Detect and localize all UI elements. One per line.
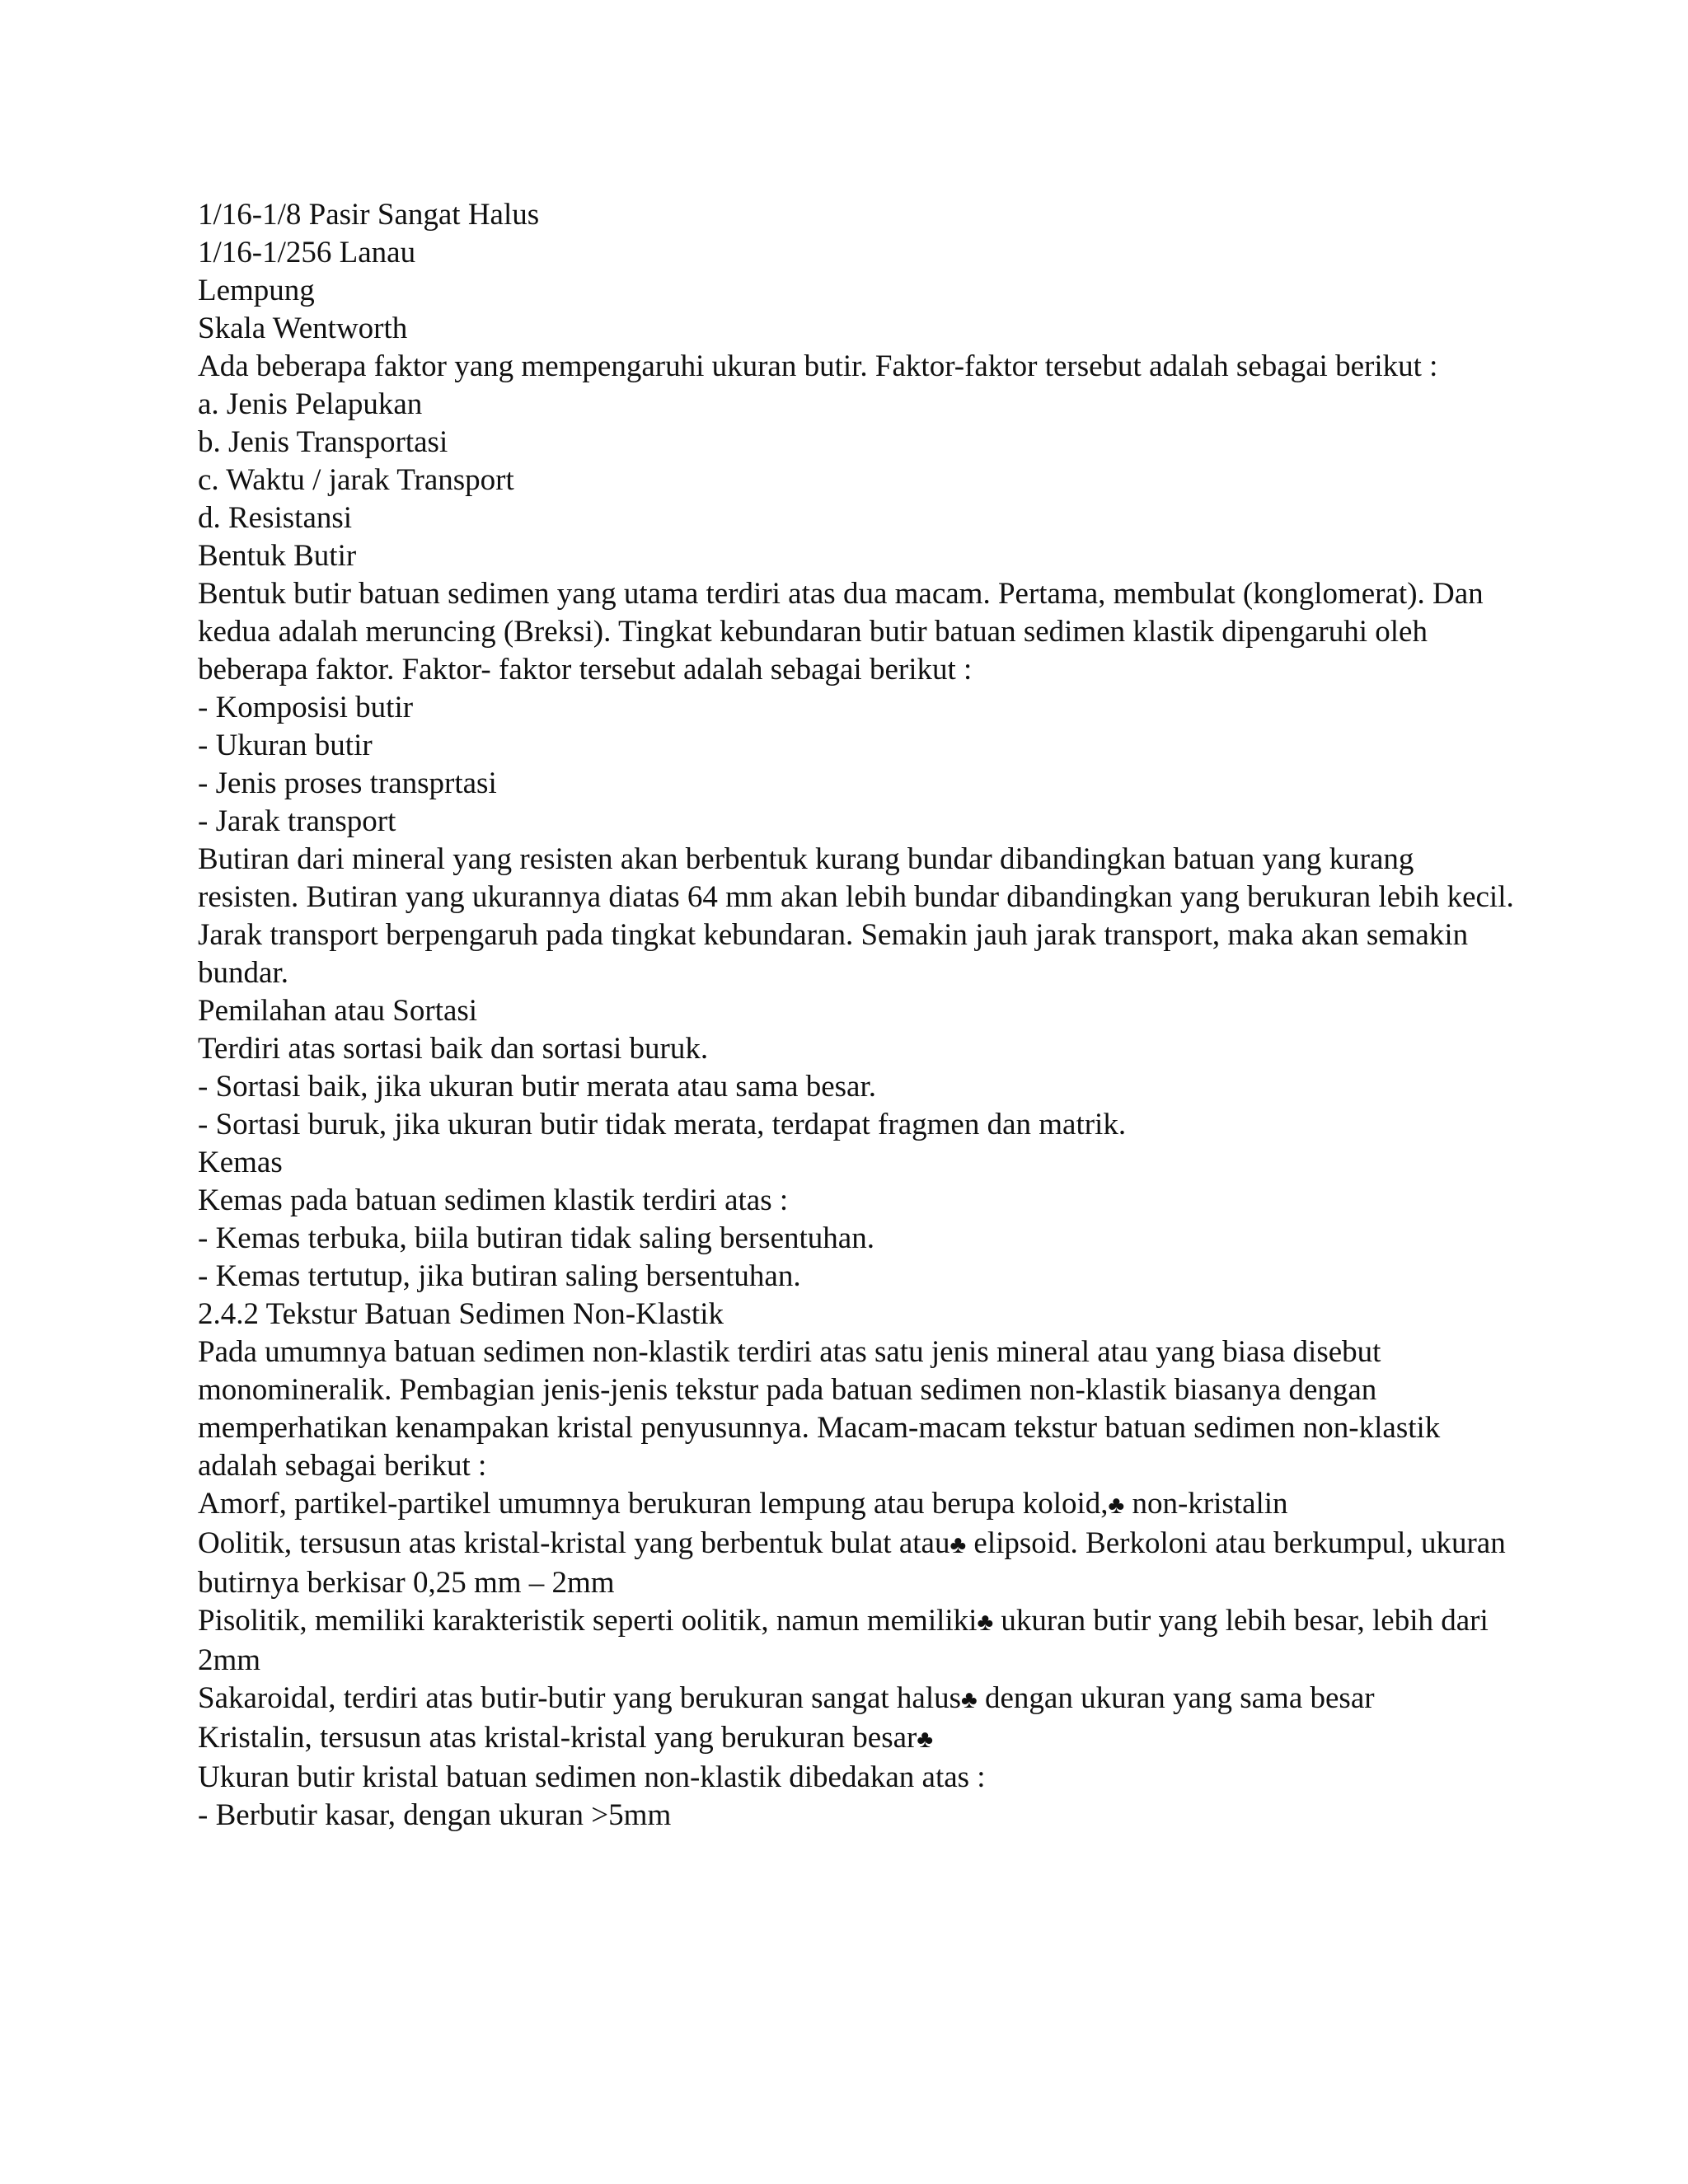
section-heading: Bentuk Butir	[198, 539, 357, 573]
list-item: - Kemas tertutup, jika butiran saling bersentuhan.	[198, 1259, 801, 1293]
list-item: - Ukuran butir	[198, 729, 373, 762]
paragraph: Pada umumnya batuan sedimen non-klastik terdiri atas satu jenis mineral atau yang biasa disebut monomineralik. Pembagian jenis-jenis tekstur pada batuan sedimen non-klastik biasanya dengan memperhatikan kenampakan kristal penyusunnya. Macam-macam tekstur batuan sedimen non-klastik adalah sebagai berikut :	[198, 1335, 1441, 1483]
texture-item: Amorf, partikel-partikel umumnya berukuran lempung atau berupa koloid,♣ non-kristalin	[198, 1487, 1288, 1521]
list-item: - Jenis proses transprtasi	[198, 766, 497, 800]
paragraph: Terdiri atas sortasi baik dan sortasi buruk.	[198, 1032, 709, 1066]
club-bullet-icon: ♣	[977, 1609, 994, 1636]
section-heading: 2.4.2 Tekstur Batuan Sedimen Non-Klastik	[198, 1297, 724, 1331]
list-item: - Berbutir kasar, dengan ukuran >5mm	[198, 1798, 672, 1832]
paragraph: Ukuran butir kristal batuan sedimen non-klastik dibedakan atas :	[198, 1760, 986, 1794]
factor-item: c. Waktu / jarak Transport	[198, 463, 514, 497]
texture-item: Kristalin, tersusun atas kristal-kristal yang berukuran besar♣	[198, 1721, 934, 1755]
factors-intro: Ada beberapa faktor yang mempengaruhi ukuran butir. Faktor-faktor tersebut adalah sebagai berikut :	[198, 349, 1438, 383]
document-page	[198, 196, 1517, 1835]
section-heading: Pemilahan atau Sortasi	[198, 994, 478, 1028]
list-item: - Komposisi butir	[198, 691, 414, 724]
list-item: - Kemas terbuka, biila butiran tidak saling bersentuhan.	[198, 1221, 874, 1255]
factor-item: d. Resistansi	[198, 501, 353, 535]
list-item: - Sortasi baik, jika ukuran butir merata atau sama besar.	[198, 1070, 876, 1104]
club-bullet-icon: ♣	[917, 1726, 934, 1753]
texture-item: Pisolitik, memiliki karakteristik seperti oolitik, namun memiliki♣ ukuran butir yang lebih besar, lebih dari 2mm	[198, 1604, 1489, 1677]
club-bullet-icon: ♣	[961, 1686, 978, 1713]
texture-item: Sakaroidal, terdiri atas butir-butir yang berukuran sangat halus♣ dengan ukuran yang sama besar	[198, 1681, 1375, 1715]
factor-item: a. Jenis Pelapukan	[198, 387, 423, 421]
club-bullet-icon: ♣	[1108, 1492, 1125, 1519]
scale-caption: Skala Wentworth	[198, 312, 408, 345]
list-item: - Jarak transport	[198, 804, 396, 838]
paragraph: Kemas pada batuan sedimen klastik terdiri atas :	[198, 1183, 789, 1217]
scale-line: 1/16-1/256 Lanau	[198, 236, 416, 269]
texture-item: Oolitik, tersusun atas kristal-kristal yang berbentuk bulat atau♣ elipsoid. Berkoloni atau berkumpul, ukuran butirnya berkisar 0,25 mm – 2mm	[198, 1526, 1506, 1600]
list-item: - Sortasi buruk, jika ukuran butir tidak merata, terdapat fragmen dan matrik.	[198, 1108, 1127, 1141]
section-heading: Kemas	[198, 1146, 283, 1179]
paragraph: Bentuk butir batuan sedimen yang utama terdiri atas dua macam. Pertama, membulat (konglomerat). Dan kedua adalah meruncing (Breksi). Tingkat kebundaran butir batuan sedimen klastik dipengaruhi oleh beberapa faktor. Faktor- faktor tersebut adalah sebagai berikut :	[198, 577, 1484, 687]
factor-item: b. Jenis Transportasi	[198, 425, 448, 459]
scale-line: 1/16-1/8 Pasir Sangat Halus	[198, 198, 540, 232]
scale-line: Lempung	[198, 274, 315, 307]
paragraph: Butiran dari mineral yang resisten akan berbentuk kurang bundar dibandingkan batuan yang kurang resisten. Butiran yang ukurannya diatas 64 mm akan lebih bundar dibandingkan yang berukuran lebih kecil. Jarak transport berpengaruh pada tingkat kebundaran. Semakin jauh jarak transport, maka akan semakin bundar.	[198, 842, 1514, 990]
club-bullet-icon: ♣	[950, 1531, 967, 1558]
